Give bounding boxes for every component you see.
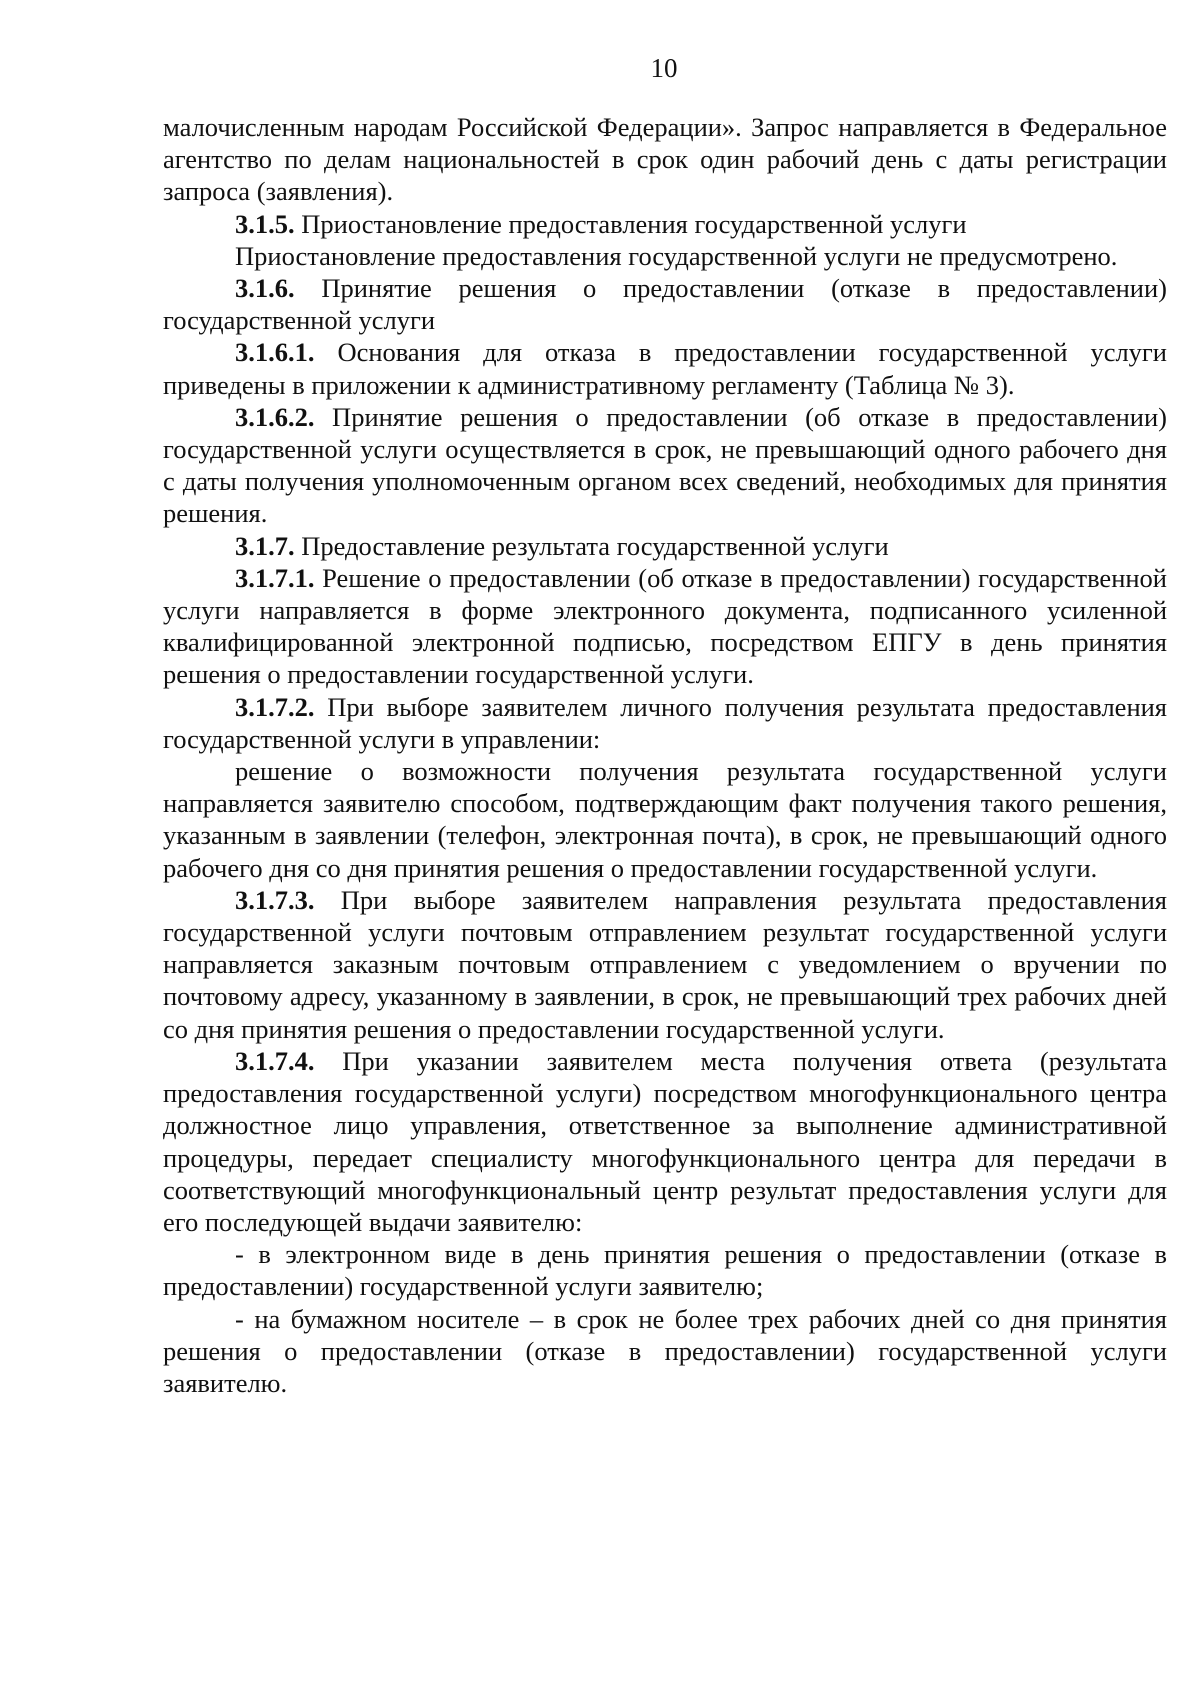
section-3-1-7-4: [163, 1045, 1167, 1238]
section-3-1-6-2: [163, 401, 1167, 530]
paragraph-suspension: [163, 240, 1167, 272]
section-number: 3.1.5.: [235, 208, 295, 239]
paragraph-text: Основания для отказа в предоставлении государственной услуги приведены в приложении к административному регламенту (Таблица № 3).: [163, 337, 1167, 400]
section-number: 3.1.6.: [235, 273, 295, 304]
list-item-electronic: [163, 1238, 1167, 1302]
paragraph-text: Предоставление результата государственной услуги: [294, 530, 889, 561]
section-number: 3.1.7.4.: [235, 1045, 315, 1076]
document-body: [163, 111, 1167, 1399]
paragraph-text: Приостановление предоставления государственной услуги не предусмотрено.: [235, 240, 1118, 271]
paragraph-text: Приостановление предоставления государственной услуги: [294, 208, 967, 239]
section-number: 3.1.7.: [235, 530, 295, 561]
section-3-1-6-1: [163, 336, 1167, 400]
paragraph-text: малочисленным народам Российской Федерации». Запрос направляется в Федеральное агентство по делам национальностей в срок один рабочий день с даты регистрации запроса (заявления).: [163, 112, 1167, 207]
section-3-1-7-heading: [163, 530, 1167, 562]
section-number: 3.1.6.2.: [235, 401, 315, 432]
section-number: 3.1.7.1.: [235, 562, 315, 593]
section-number: 3.1.6.1.: [235, 337, 315, 368]
paragraph-text: Решение о предоставлении (об отказе в предоставлении) государственной услуги направляется в форме электронного документа, подписанного усиленной квалифицированной электронной подписью, посредством ЕПГУ в день принятия решения о предоставлении государственной услуги.: [163, 562, 1167, 690]
section-3-1-7-2: [163, 691, 1167, 755]
section-number: 3.1.7.3.: [235, 884, 315, 915]
paragraph-text: Принятие решения о предоставлении (отказе в предоставлении) государственной услуги: [163, 273, 1167, 336]
section-3-1-7-3: [163, 884, 1167, 1045]
paragraph-continuation: [163, 111, 1167, 208]
list-item-paper: [163, 1303, 1167, 1400]
paragraph-text: - на бумажном носителе – в срок не более трех рабочих дней со дня принятия решения о предоставлении (отказе в предоставлении) государственной услуги заявителю.: [163, 1303, 1167, 1398]
page-number: 10: [650, 53, 678, 83]
section-3-1-5-heading: [163, 208, 1167, 240]
paragraph-text: решение о возможности получения результата государственной услуги направляется заявителю способом, подтверждающим факт получения такого решения, указанным в заявлении (телефон, электронная почта), в срок, не превышающий одного рабочего дня со дня принятия решения о предоставлении государственной услуги.: [163, 756, 1167, 883]
paragraph-text: При указании заявителем места получения ответа (результата предоставления государственной услуги) посредством многофункционального центра должностное лицо управления, ответственное за выполнение административной процедуры, передает специалисту многофункционального центра для передачи в соответствующий многофункциональный центр результат предоставления услуги для его последующей выдачи заявителю:: [163, 1045, 1167, 1237]
section-3-1-6-heading: [163, 272, 1167, 336]
paragraph-text: При выборе заявителем личного получения результата предоставления государственной услуги в управлении:: [163, 691, 1167, 754]
paragraph-text: При выборе заявителем направления результата предоставления государственной услуги почтовым отправлением результат государственной услуги направляется заказным почтовым отправлением с уведомлением о вручении по почтовому адресу, указанному в заявлении, в срок, не превышающий трех рабочих дней со дня принятия решения о предоставлении государственной услуги.: [163, 884, 1167, 1044]
section-3-1-7-1: [163, 562, 1167, 691]
section-number: 3.1.7.2.: [235, 691, 315, 722]
paragraph-text: - в электронном виде в день принятия решения о предоставлении (отказе в предоставлении) государственной услуги заявителю;: [163, 1239, 1167, 1302]
paragraph-text: Принятие решения о предоставлении (об отказе в предоставлении) государственной услуги осуществляется в срок, не превышающий одного рабочего дня с даты получения уполномоченным органом всех сведений, необходимых для принятия решения.: [163, 401, 1167, 529]
paragraph-decision-notification: [163, 755, 1167, 884]
